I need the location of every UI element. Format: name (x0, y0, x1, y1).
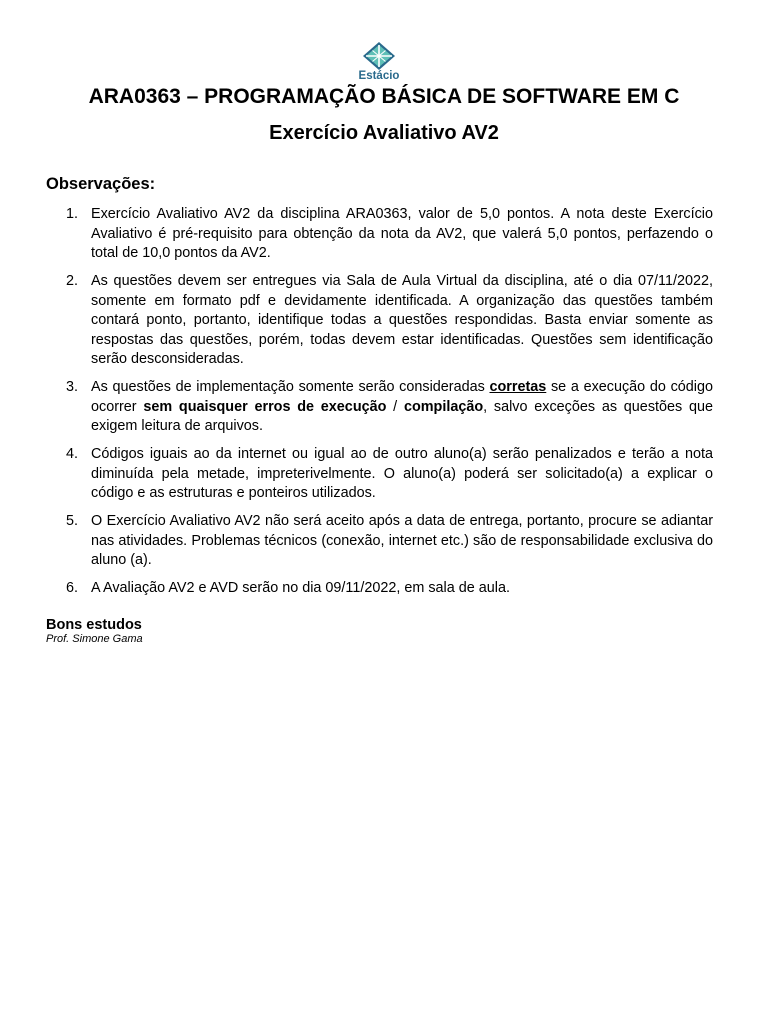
item-text-part: , salvo exceções as questões que exigem leitura de arquivos. (91, 398, 713, 434)
emphasis-no-errors: sem quaisquer erros de execução (143, 398, 387, 415)
item-number: 3. (66, 379, 79, 395)
author-name: Prof. Simone Gama (46, 633, 143, 645)
observations-list (46, 205, 713, 607)
list-item (46, 579, 713, 599)
item-number: 4. (66, 446, 79, 462)
list-item (46, 378, 713, 437)
item-text-part: / (386, 398, 404, 415)
observations-heading: Observações: (46, 175, 156, 193)
emphasis-correct: corretas (489, 379, 547, 395)
list-item (46, 445, 713, 504)
item-text-part: se a execução do código ocorrer (91, 379, 713, 415)
emphasis-compilation: compilação (403, 398, 484, 415)
estacio-logo (349, 42, 409, 88)
document-title: ARA0363 – PROGRAMAÇÃO BÁSICA DE SOFTWARE EM C (88, 85, 680, 108)
item-text: Códigos iguais ao da internet ou igual ao de outro aluno(a) serão penalizados e terão a nota diminuída pela metade, impreterivelmente. O aluno(a) poderá ser solicitado(a) a explicar o código e as estruturas e ponteiros utilizados. (91, 446, 713, 501)
list-item (46, 272, 713, 370)
item-text: A Avaliação AV2 e AVD serão no dia 09/11/2022, em sala de aula. (91, 580, 510, 596)
logo-text: Estácio (358, 70, 400, 82)
item-text: O Exercício Avaliativo AV2 não será aceito após a data de entrega, portanto, procure se adiantar nas atividades. Problemas técnicos (conexão, internet etc.) são de responsabilidade exclusiva do aluno (a). (91, 513, 713, 568)
item-text-part: As questões de implementação somente serão consideradas (91, 379, 490, 395)
document-subtitle: Exercício Avaliativo AV2 (269, 122, 499, 144)
estacio-logo-icon (363, 42, 395, 72)
list-item (46, 205, 713, 264)
item-number: 2. (66, 273, 79, 289)
closing-text: Bons estudos (46, 617, 142, 633)
item-number: 1. (66, 206, 79, 222)
item-number: 5. (66, 513, 79, 529)
item-text: As questões devem ser entregues via Sala de Aula Virtual da disciplina, até o dia 07/11/2022, somente em formato pdf e devidamente identificada. A organização das questões também contará ponto, portanto, identifique todas a questões respondidas. Basta enviar somente as respostas das questões, porém, todas devem estar identificadas. Questões sem identificação serão desconsideradas. (91, 273, 713, 367)
item-text: Exercício Avaliativo AV2 da disciplina ARA0363, valor de 5,0 pontos. A nota deste Exercício Avaliativo é pré-requisito para obtenção da nota da AV2, que valerá 5,0 pontos, perfazendo o total de 10,0 pontos da AV2. (91, 206, 713, 261)
list-item (46, 512, 713, 571)
item-number: 6. (66, 580, 79, 596)
